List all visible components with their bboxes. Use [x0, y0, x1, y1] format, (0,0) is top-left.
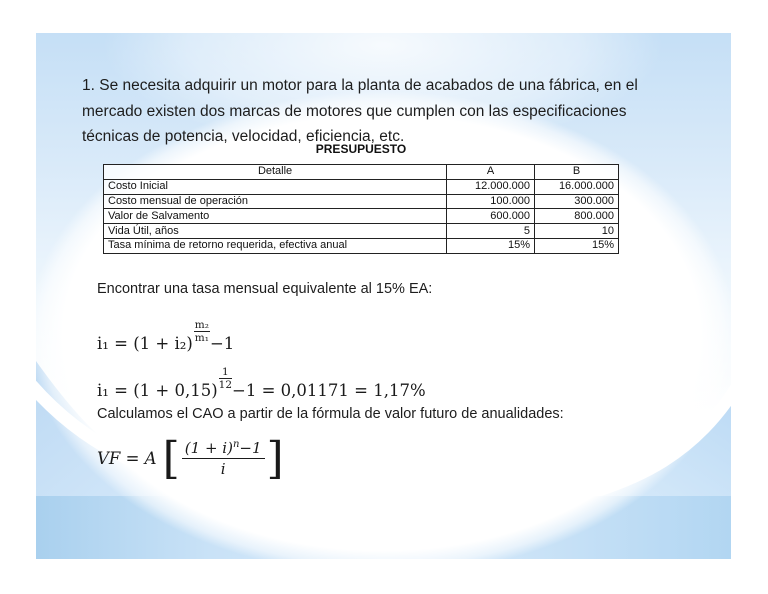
fraction-numerator: m₂ — [194, 319, 209, 331]
numerator-tail: −1 — [239, 439, 262, 458]
row-label: Valor de Salvamento — [104, 209, 447, 224]
row-label: Costo Inicial — [104, 179, 447, 194]
table-row — [104, 224, 619, 239]
exponent-fraction — [194, 319, 210, 344]
open-bracket: [ — [162, 433, 180, 484]
formula-equivalent-rate-applied — [97, 366, 426, 400]
problem-line: 1. Se necesita adquirir un motor para la planta de acabados de una fábrica, en el — [82, 77, 638, 94]
value-a: 100.000 — [447, 194, 535, 209]
row-label: Vida Útil, años — [104, 224, 447, 239]
value-b: 10 — [535, 224, 619, 239]
slide — [36, 33, 731, 559]
value-b: 300.000 — [535, 194, 619, 209]
table-row — [104, 209, 619, 224]
annuity-fraction — [182, 439, 265, 478]
header-detalle: Detalle — [104, 165, 447, 180]
exponent-fraction — [219, 366, 232, 391]
formula-tail: −1 — [209, 334, 235, 354]
row-label: Costo mensual de operación — [104, 194, 447, 209]
value-b: 15% — [535, 238, 619, 253]
problem-statement — [82, 73, 638, 150]
formula-lhs: VF = A — [97, 449, 157, 469]
budget-table — [103, 164, 619, 254]
formula-base: i₁ = (1 + 0,15) — [97, 381, 218, 401]
fraction-numerator: 1 — [219, 366, 232, 379]
formula-base: i₁ = (1 + i₂) — [97, 334, 193, 354]
formula-equivalent-rate-general — [97, 319, 234, 353]
row-label: Tasa mínima de retorno requerida, efectiva anual — [104, 238, 447, 253]
table-row — [104, 179, 619, 194]
value-b: 800.000 — [535, 209, 619, 224]
fraction-numerator — [182, 439, 265, 459]
numerator-exponent: n — [232, 439, 240, 451]
table-row — [104, 238, 619, 253]
value-a: 600.000 — [447, 209, 535, 224]
fraction-denominator: m₁ — [194, 332, 209, 345]
formula-future-value — [97, 433, 284, 484]
value-a: 15% — [447, 238, 535, 253]
header-option-a: A — [447, 165, 535, 180]
budget-table-container — [103, 164, 619, 254]
value-a: 5 — [447, 224, 535, 239]
problem-line: mercado existen dos marcas de motores que cumplen con las especificaciones — [82, 102, 627, 120]
value-a: 12.000.000 — [447, 179, 535, 194]
table-row — [104, 194, 619, 209]
fraction-denominator: 12 — [218, 379, 233, 392]
value-b: 16.000.000 — [535, 179, 619, 194]
formula-tail: −1 = 0,01171 = 1,17% — [232, 381, 426, 401]
table-header-row — [104, 165, 619, 180]
problem-line: técnicas de potencia, velocidad, eficiencia, etc. — [82, 128, 405, 146]
numerator-base: (1 + i) — [184, 439, 233, 458]
budget-table-title: PRESUPUESTO — [315, 142, 407, 156]
close-bracket: ] — [266, 433, 284, 484]
step1-text: Encontrar una tasa mensual equivalente al 15% EA: — [97, 281, 433, 297]
step2-text: Calculamos el CAO a partir de la fórmula de valor futuro de anualidades: — [97, 406, 564, 422]
fraction-denominator: i — [220, 460, 226, 479]
header-option-b: B — [535, 165, 619, 180]
